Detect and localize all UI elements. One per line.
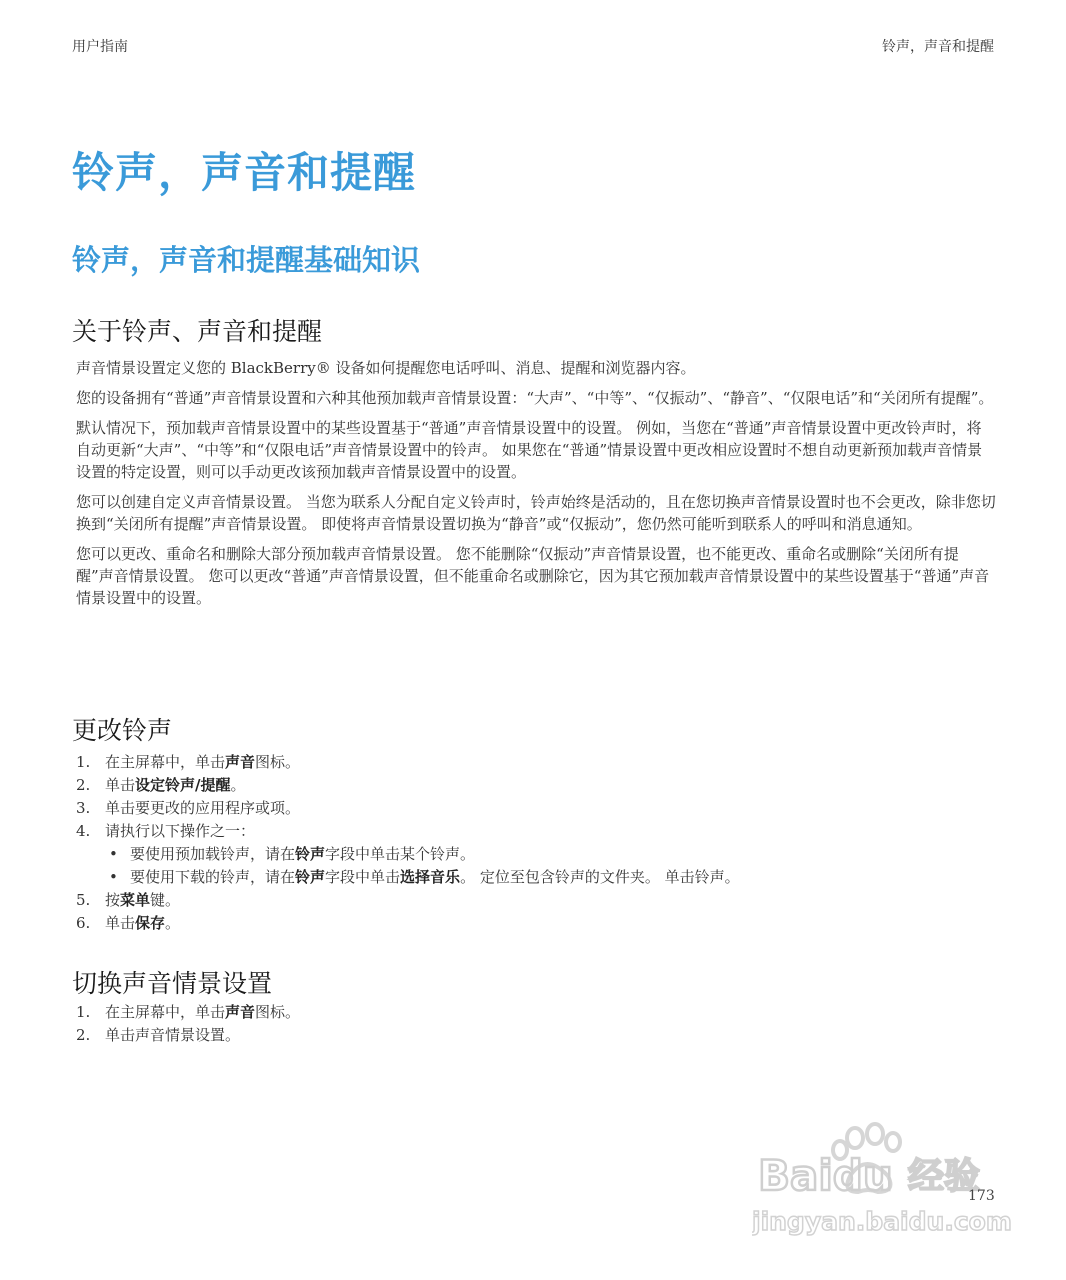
- list-item: [76, 797, 996, 820]
- watermark-brand: Baidu: [758, 1151, 893, 1200]
- ui-term: 选择音乐: [400, 868, 461, 886]
- bullet-text: 字段中单击: [325, 868, 401, 886]
- step-text: 图标。: [255, 753, 301, 771]
- switch-profile-heading: 切换声音情景设置: [72, 969, 273, 998]
- step-text: 按: [105, 891, 121, 909]
- step-text: 。: [165, 914, 181, 932]
- change-ringtone-steps: [76, 751, 996, 935]
- step-text: 单击: [105, 776, 136, 794]
- step-number: 2.: [76, 1026, 91, 1044]
- paragraph: 您的设备拥有“普通”声音情景设置和六种其他预加载声音情景设置：“大声”、“中等”、“仅振动”、“静音”、“仅限电话”和“关闭所有提醒”。: [76, 389, 994, 407]
- step-number: 1.: [76, 753, 91, 771]
- step-text: 键。: [150, 891, 181, 909]
- step-text: 单击要更改的应用程序或项。: [105, 799, 301, 817]
- step-number: 3.: [76, 799, 91, 817]
- step-number: 2.: [76, 776, 91, 794]
- list-item: [76, 1001, 996, 1024]
- list-item: [76, 1024, 996, 1047]
- paragraph: 您可以更改、重命名和删除大部分预加载声音情景设置。 您不能删除“仅振动”声音情景设置，也不能更改、重命名或删除“关闭所有提醒”声音情景设置。 您可以更改“普通”声音情景设置，但不能重命名或删除它，因为其它预加载声音情景设置中的某些设置基于“普通”声音情景设置中的设置。: [76, 545, 990, 607]
- ui-term: 声音: [225, 753, 256, 771]
- paragraph: 声音情景设置定义您的 BlackBerry® 设备如何提醒您电话呼叫、消息、提醒和浏览器内容。: [76, 359, 696, 377]
- bullet-icon: •: [109, 845, 118, 863]
- step-text: 单击声音情景设置。: [105, 1026, 241, 1044]
- running-header-left: 用户指南: [72, 39, 128, 55]
- step-text: 图标。: [255, 1003, 301, 1021]
- chapter-title: 铃声，声音和提醒: [72, 148, 417, 197]
- change-ringtone-heading: 更改铃声: [72, 716, 173, 745]
- step-number: 5.: [76, 891, 91, 909]
- page-number: 173: [968, 1188, 995, 1204]
- step-number: 4.: [76, 822, 91, 840]
- step-text: 在主屏幕中，单击: [105, 753, 226, 771]
- paragraph: 默认情况下，预加载声音情景设置中的某些设置基于“普通”声音情景设置中的设置。 例如，当您在“普通”声音情景设置中更改铃声时，将自动更新“大声”、“中等”和“仅限电话”声音情景设置中的铃声。 如果您在“普通”情景设置中更改相应设置时不想自动更新预加载声音情景设置的特定设置，则可以手动更改该预加载声音情景设置中的设置。: [76, 419, 983, 481]
- list-item: [76, 774, 996, 797]
- bullet-icon: •: [109, 868, 118, 886]
- bullet-text: 字段中单击某个铃声。: [325, 845, 476, 863]
- switch-profile-steps: [76, 1001, 996, 1047]
- list-item: [76, 912, 996, 935]
- ui-term: 设定铃声/提醒: [135, 776, 231, 794]
- bullet-text: 。 定位至包含铃声的文件夹。 单击铃声。: [460, 868, 740, 886]
- list-item: [76, 889, 996, 912]
- step-number: 6.: [76, 914, 91, 932]
- list-item: [76, 751, 996, 774]
- step-text: 。: [230, 776, 246, 794]
- ui-term: 铃声: [295, 845, 326, 863]
- bullet-item: [105, 866, 996, 889]
- step-text: 请执行以下操作之一：: [105, 822, 256, 840]
- step-text: 在主屏幕中，单击: [105, 1003, 226, 1021]
- list-item: [76, 820, 996, 889]
- step-text: 单击: [105, 914, 136, 932]
- ui-term: 菜单: [120, 891, 151, 909]
- bullet-text: 要使用预加载铃声，请在: [130, 845, 296, 863]
- paragraph: 您可以创建自定义声音情景设置。 当您为联系人分配自定义铃声时，铃声始终是活动的，且在您切换声音情景设置时也不会更改，除非您切换到“关闭所有提醒”声音情景设置。 即使将声音情景设置切换为“静音”或“仅振动”，您仍然可能听到联系人的呼叫和消息通知。: [76, 493, 996, 533]
- watermark-label: 经验: [908, 1156, 981, 1197]
- about-heading: 关于铃声、声音和提醒: [72, 317, 323, 346]
- watermark-url: jingyan.baidu.com: [752, 1207, 1012, 1236]
- bullet-text: 要使用下载的铃声，请在: [130, 868, 296, 886]
- step-number: 1.: [76, 1003, 91, 1021]
- running-header-right: 铃声，声音和提醒: [882, 39, 994, 55]
- ui-term: 铃声: [295, 868, 326, 886]
- about-body: [76, 357, 996, 617]
- ui-term: 保存: [135, 914, 166, 932]
- section-title: 铃声，声音和提醒基础知识: [72, 243, 421, 277]
- ui-term: 声音: [225, 1003, 256, 1021]
- bullet-item: [105, 843, 996, 866]
- bullet-list: [105, 843, 996, 889]
